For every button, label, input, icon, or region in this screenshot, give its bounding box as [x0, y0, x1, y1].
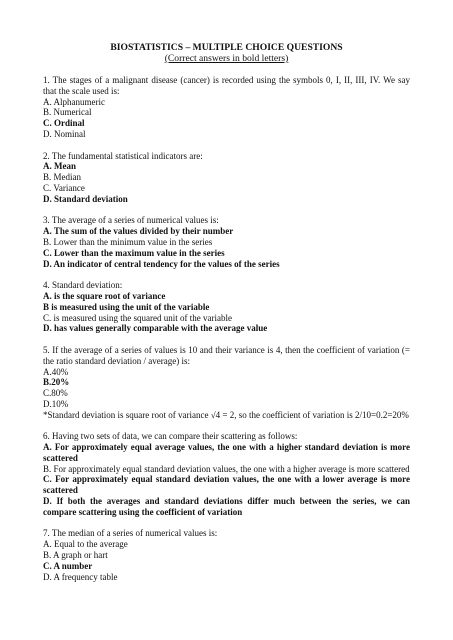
answer-option-correct: C. Lower than the maximum value in the series [43, 247, 225, 258]
answer-option-correct: D. Standard deviation [43, 193, 128, 204]
question-text: 2. The fundamental statistical indicators are: [43, 150, 203, 161]
answer-option-correct: C. Ordinal [43, 118, 85, 129]
answer-option-correct: D. If both the averages and standard deviations differ much between the series, we can compare scattering using the coefficient of variation [43, 496, 410, 517]
question-text: 1. The stages of a malignant disease (cancer) is recorded using the symbols 0, I, II, III, IV. We say that the scale used is: [43, 75, 410, 96]
answer-option: C. is measured using the squared unit of the variable [43, 312, 232, 323]
answer-option: A. Alphanumeric [43, 96, 105, 107]
answer-option-correct: A. is the square root of variance [43, 290, 166, 301]
answer-option-correct: C. A number [43, 560, 93, 571]
question-5 [43, 345, 410, 421]
answer-option-correct: A. Mean [43, 161, 76, 172]
answer-option-correct: D. An indicator of central tendency for the values of the series [43, 258, 280, 269]
question-4 [43, 280, 410, 334]
question-text: 4. Standard deviation: [43, 280, 123, 291]
explanation-note: *Standard deviation is square root of variance √4 = 2, so the coefficient of variation is 2/10=0.2=20% [43, 409, 409, 420]
question-6 [43, 431, 410, 517]
answer-option: B. For approximately equal standard deviation values, the one with a higher average is more scattered [43, 463, 410, 474]
answer-option: B. Lower than the minimum value in the series [43, 236, 213, 247]
question-text: 7. The median of a series of numerical values is: [43, 528, 218, 539]
answer-option-correct: A. For approximately equal average values, the one with a higher standard deviation is more scattered [43, 442, 410, 463]
answer-option: A.40% [43, 366, 69, 377]
question-text: 5. If the average of a series of values is 10 and their variance is 4, then the coefficient of variation (= the ratio standard deviation / average) is: [43, 344, 410, 366]
answer-option: C. Variance [43, 182, 85, 193]
answer-option: D.10% [43, 398, 69, 409]
question-text: 6. Having two sets of data, we can compare their scattering as follows: [43, 431, 298, 442]
answer-option-correct: B is measured using the unit of the variable [43, 301, 210, 312]
answer-option: B. A graph or hart [43, 550, 108, 561]
question-7 [43, 528, 410, 582]
answer-option: A. Equal to the average [43, 539, 128, 550]
answer-option-correct: C. For approximately equal standard deviation values, the one with a lower average is more scattered [43, 474, 410, 496]
question-3 [43, 215, 410, 269]
answer-option: B. Numerical [43, 107, 92, 118]
question-2 [43, 151, 410, 205]
question-1 [43, 75, 410, 140]
document-title: BIOSTATISTICS – MULTIPLE CHOICE QUESTIONS [110, 42, 343, 53]
answer-option-correct: B.20% [43, 377, 70, 388]
answer-option: C.80% [43, 388, 68, 399]
answer-option: B. Median [43, 172, 81, 183]
document-subtitle: (Correct answers in bold letters) [164, 53, 289, 64]
answer-option-correct: D. has values generally comparable with the average value [43, 323, 268, 334]
answer-option: D. A frequency table [43, 571, 118, 582]
answer-option-correct: A. The sum of the values divided by their number [43, 226, 234, 237]
answer-option: D. Nominal [43, 128, 86, 139]
question-text: 3. The average of a series of numerical values is: [43, 215, 219, 226]
